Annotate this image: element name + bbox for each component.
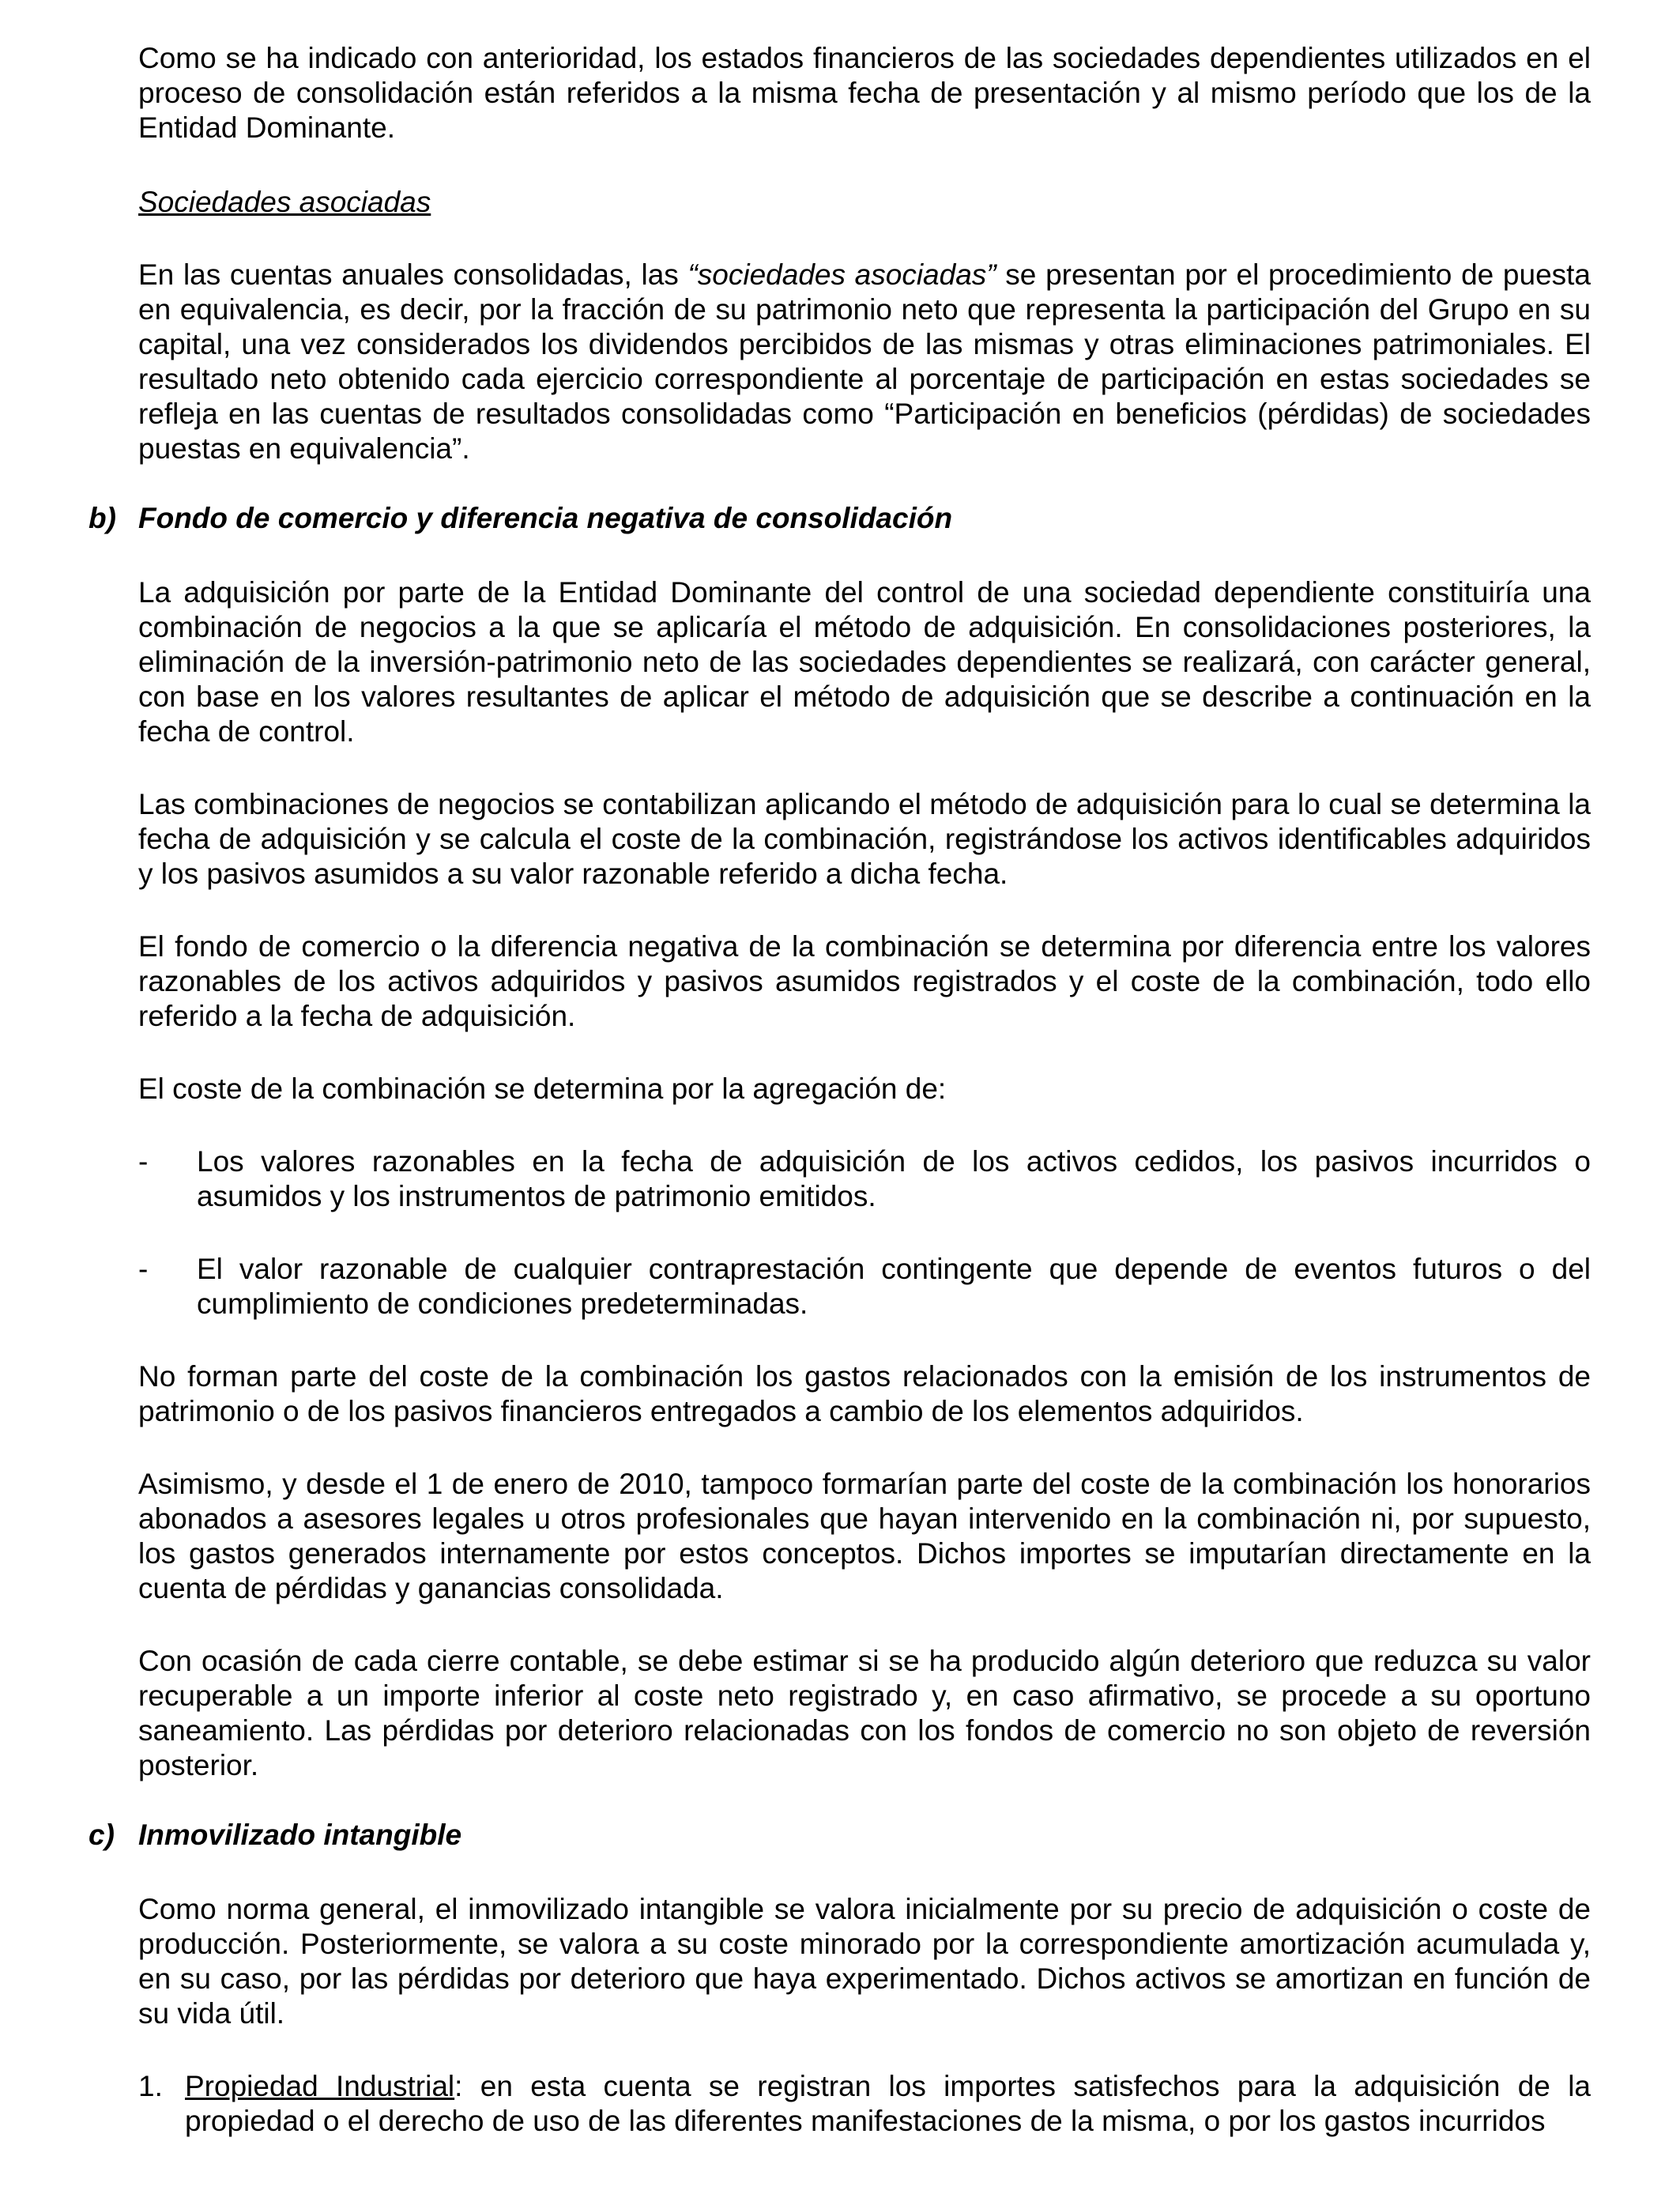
paragraph-combinaciones-negocios: Las combinaciones de negocios se contabilizan aplicando el método de adquisición para lo cual se determina la fecha de adquisición y se calcula el coste de la combinación, registrándose los activos identificables adquiridos y los pasivos asumidos a su valor razonable referido a dicha fecha.	[138, 788, 1591, 890]
section-title: Fondo de comercio y diferencia negativa de consolidación	[138, 502, 953, 534]
paragraph-coste-combinacion: El coste de la combinación se determina por la agregación de:	[138, 1072, 947, 1105]
paragraph-sociedades-asociadas: En las cuentas anuales consolidadas, las “sociedades asociadas” se presentan por el procedimiento de puesta en equivalencia, es decir, por la fracción de su patrimonio neto que representa la participación del Grupo en su capital, una vez considerados los dividendos percibidos de las mismas y otras eliminaciones patrimoniales. El resultado neto obtenido cada ejercicio correspondiente al porcentaje de participación en estas sociedades se refleja en las cuentas de resultados consolidadas como “Participación en beneficios (pérdidas) de sociedades puestas en equivalencia”.	[138, 258, 1591, 465]
paragraph-gastos-emision: No forman parte del coste de la combinación los gastos relacionados con la emisión de los instrumentos de patrimonio o de los pasivos financieros entregados a cambio de los elementos adquiridos.	[138, 1360, 1591, 1427]
item-term: Propiedad Industrial	[185, 2070, 455, 2102]
item-number: 1.	[138, 2070, 163, 2102]
bullet-text: El valor razonable de cualquier contraprestación contingente que depende de eventos futuros o del cumplimiento de condiciones predeterminadas.	[197, 1253, 1591, 1320]
bullet-text: Los valores razonables en la fecha de adquisición de los activos cedidos, los pasivos incurridos o asumidos y los instrumentos de patrimonio emitidos.	[197, 1145, 1591, 1212]
paragraph-deterioro: Con ocasión de cada cierre contable, se debe estimar si se ha producido algún deterioro que reduzca su valor recuperable a un importe inferior al coste neto registrado y, en caso afirmativo, se procede a su oportuno saneamiento. Las pérdidas por deterioro relacionadas con los fondos de comercio no son objeto de reversión posterior.	[138, 1645, 1591, 1781]
section-heading-c	[89, 1818, 461, 1853]
paragraph-inmovilizado-intangible: Como norma general, el inmovilizado intangible se valora inicialmente por su precio de adquisición o coste de producción. Posteriormente, se valora a su coste minorado por la correspondiente amortización acumulada y, en su caso, por las pérdidas por deterioro que haya experimentado. Dichos activos se amortizan en función de su vida útil.	[138, 1893, 1591, 2030]
bullet-item	[138, 1144, 1591, 1214]
item-text: Propiedad Industrial: en esta cuenta se registran los importes satisfechos para la adquisición de la propiedad o el derecho de uso de las diferentes manifestaciones de la misma, o por los gastos incurridos	[185, 2070, 1591, 2137]
bullet-dash: -	[138, 1145, 149, 1178]
section-marker: b)	[89, 502, 116, 534]
section-title: Inmovilizado intangible	[138, 1819, 462, 1851]
section-marker: c)	[89, 1819, 115, 1851]
section-heading-b	[89, 501, 952, 536]
paragraph-fondo-comercio: El fondo de comercio o la diferencia negativa de la combinación se determina por diferencia entre los valores razonables de los activos adquiridos y pasivos asumidos registrados y el coste de la combinación, todo ello referido a la fecha de adquisición.	[138, 930, 1591, 1032]
bullet-item	[138, 1252, 1591, 1321]
paragraph-consolidation-dates: Como se ha indicado con anterioridad, los estados financieros de las sociedades dependientes utilizados en el proceso de consolidación están referidos a la misma fecha de presentación y al mismo período que los de la Entidad Dominante.	[138, 42, 1591, 144]
subheading-sociedades-asociadas: Sociedades asociadas	[138, 186, 431, 218]
quoted-term: “sociedades asociadas”	[687, 258, 996, 291]
paragraph-honorarios: Asimismo, y desde el 1 de enero de 2010, tampoco formarían parte del coste de la combinación los honorarios abonados a asesores legales u otros profesionales que hayan intervenido en la combinación ni, por supuesto, los gastos generados internamente por estos conceptos. Dichos importes se imputarían directamente en la cuenta de pérdidas y ganancias consolidada.	[138, 1468, 1591, 1604]
numbered-item	[138, 2069, 1591, 2139]
bullet-dash: -	[138, 1253, 149, 1285]
paragraph-adquisicion-control: La adquisición por parte de la Entidad Dominante del control de una sociedad dependiente constituiría una combinación de negocios a la que se aplicaría el método de adquisición. En consolidaciones posteriores, la eliminación de la inversión-patrimonio neto de las sociedades dependientes se realizará, con carácter general, con base en los valores resultantes de aplicar el método de adquisición que se describe a continuación en la fecha de control.	[138, 576, 1591, 748]
